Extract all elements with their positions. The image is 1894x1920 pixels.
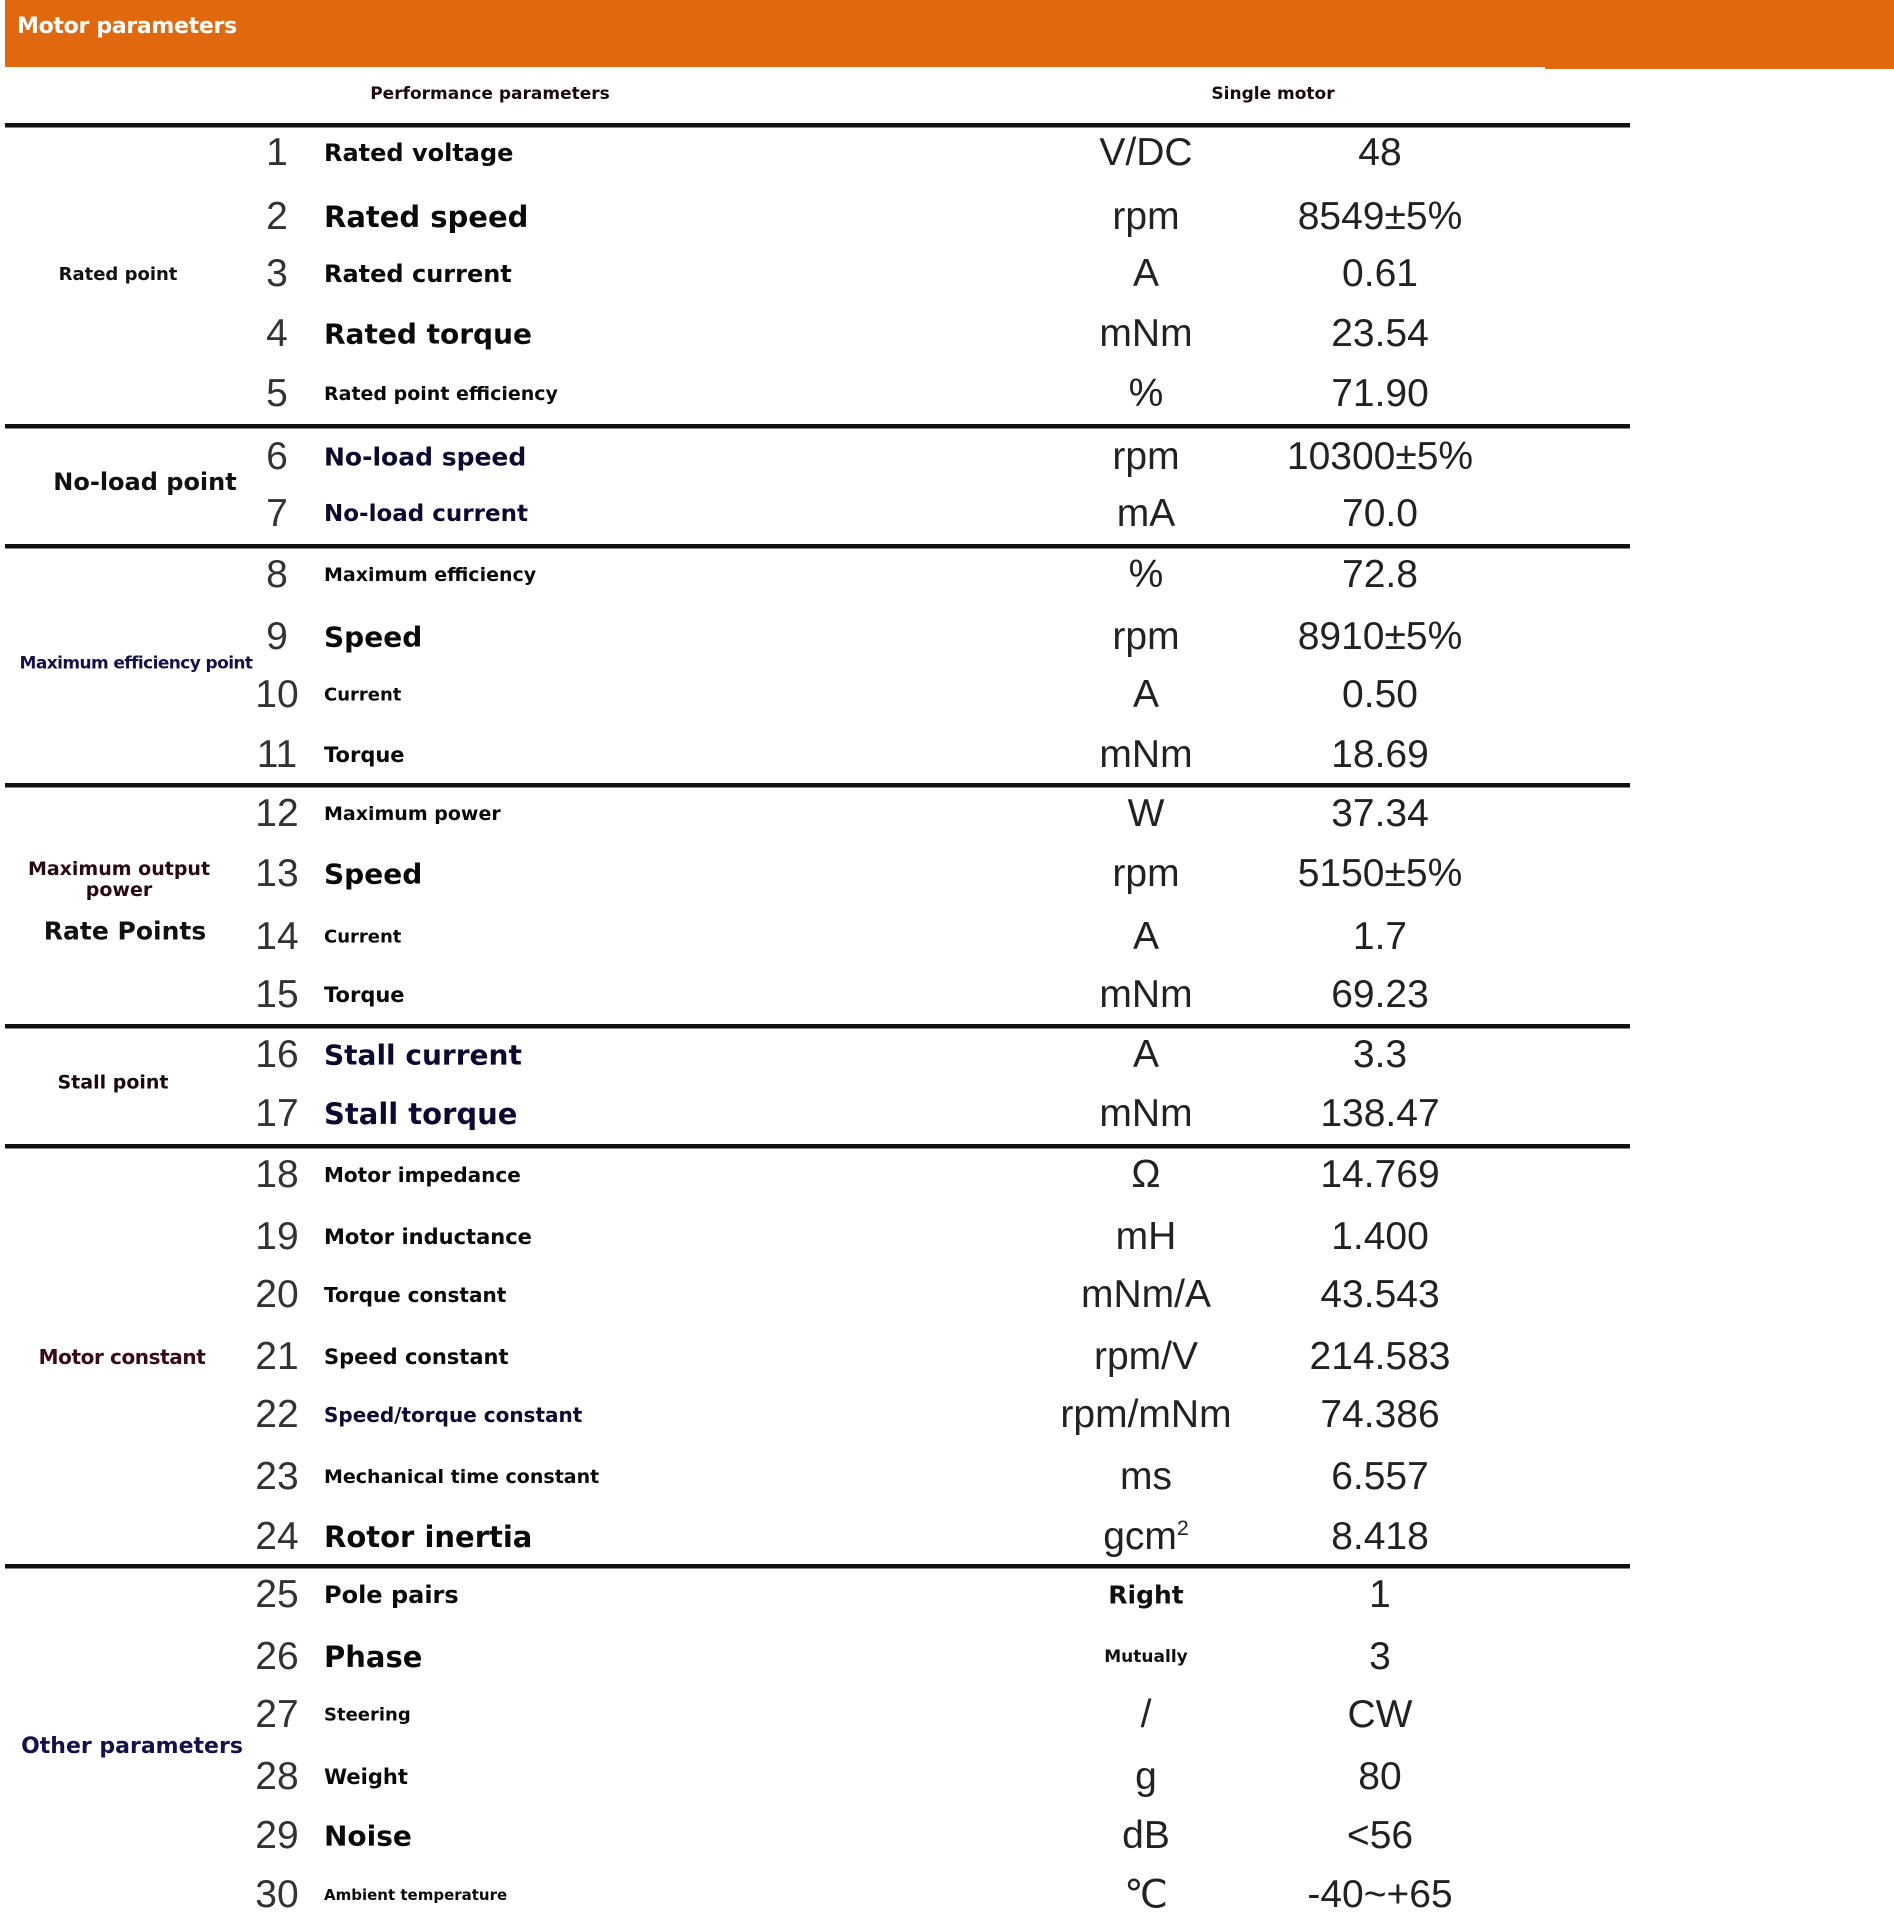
row-number: 14 [255, 915, 299, 958]
parameter-value: 0.50 [1342, 673, 1418, 716]
row-number: 18 [255, 1153, 299, 1196]
parameter-value: 8549±5% [1297, 195, 1463, 238]
parameter-value: 18.69 [1331, 733, 1429, 776]
row-number: 3 [266, 252, 288, 295]
row-number: 28 [255, 1755, 299, 1798]
table-rule [5, 424, 1630, 428]
group-label-no-load-point: No-load point [53, 467, 237, 496]
parameter-name: Noise [324, 1819, 412, 1853]
parameter-value: 48 [1358, 131, 1402, 174]
parameter-name: Speed [324, 857, 423, 891]
parameter-name: Speed constant [324, 1345, 509, 1369]
parameter-name: Mechanical time constant [324, 1466, 600, 1488]
parameter-unit: V/DC [1099, 131, 1193, 174]
row-number: 15 [255, 973, 299, 1016]
parameter-unit: mNm [1099, 1092, 1193, 1135]
parameter-value: 74.386 [1320, 1393, 1440, 1436]
parameter-value: 70.0 [1342, 492, 1418, 535]
parameter-unit: A [1132, 673, 1160, 716]
table-rule [5, 783, 1630, 787]
parameter-value: 1.7 [1352, 915, 1408, 958]
parameter-value: 14.769 [1320, 1153, 1440, 1196]
parameter-value: CW [1347, 1693, 1413, 1736]
row-number: 7 [266, 492, 288, 535]
parameter-unit: A [1132, 1033, 1160, 1076]
parameter-unit: A [1132, 915, 1160, 958]
parameter-value: -40~+65 [1307, 1873, 1453, 1916]
row-number: 20 [255, 1273, 299, 1316]
row-number: 12 [255, 792, 299, 835]
row-number: 13 [255, 852, 299, 895]
row-number: 5 [266, 372, 288, 415]
parameter-value: 10300±5% [1286, 435, 1474, 478]
parameter-name: Speed/torque constant [324, 1403, 583, 1427]
parameter-name: Torque constant [324, 1283, 507, 1307]
row-number: 8 [266, 553, 288, 596]
row-number: 2 [266, 195, 288, 238]
parameter-unit: rpm [1112, 852, 1180, 895]
parameter-name: Pole pairs [324, 1581, 459, 1609]
parameter-name: Stall torque [324, 1097, 518, 1131]
parameter-name: Rotor inertia [324, 1520, 533, 1554]
parameter-name: Rated voltage [324, 139, 514, 167]
group-label-motor-constant: Motor constant [38, 1345, 206, 1369]
row-number: 1 [266, 131, 288, 174]
row-number: 17 [255, 1092, 299, 1135]
parameter-name: Motor inductance [324, 1225, 532, 1249]
row-number: 21 [255, 1335, 299, 1378]
parameter-unit: Right [1108, 1580, 1184, 1610]
parameter-unit: mH [1115, 1215, 1177, 1258]
row-number: 30 [255, 1873, 299, 1916]
parameter-value: 5150±5% [1297, 852, 1463, 895]
parameter-name: Rated speed [324, 200, 529, 234]
header-bar-extension [1545, 0, 1894, 69]
table-rule [5, 1564, 1630, 1568]
group-label-rate-points: Rate Points [43, 916, 207, 946]
unit-base: gcm [1103, 1515, 1177, 1558]
table-rule [5, 1024, 1630, 1028]
parameter-name: Maximum efficiency [324, 564, 537, 586]
group-label-stall-point: Stall point [57, 1071, 169, 1094]
row-number: 27 [255, 1693, 299, 1736]
parameter-unit [1103, 1515, 1189, 1559]
parameter-name: Rated torque [324, 317, 533, 351]
page-title: Motor parameters [17, 14, 237, 39]
parameter-value: 1.400 [1331, 1215, 1429, 1258]
row-number: 29 [255, 1814, 299, 1857]
row-number: 22 [255, 1393, 299, 1436]
row-number: 26 [255, 1635, 299, 1678]
parameter-unit: mNm [1099, 733, 1193, 776]
group-label-max-efficiency-point: Maximum efficiency point [19, 653, 253, 674]
parameter-name: Weight [324, 1765, 408, 1789]
row-number: 10 [255, 673, 299, 716]
row-number: 6 [266, 435, 288, 478]
parameter-unit: % [1128, 372, 1164, 415]
parameter-name: Current [324, 684, 402, 706]
parameter-value: 3 [1369, 1635, 1391, 1678]
group-label-rated-point: Rated point [58, 264, 178, 286]
parameter-name: Stall current [324, 1038, 522, 1072]
row-number: 11 [256, 733, 298, 776]
parameter-name: Rated current [324, 260, 512, 288]
parameter-value: 43.543 [1320, 1273, 1440, 1316]
parameter-value: 80 [1358, 1755, 1402, 1798]
parameter-unit: mNm [1099, 973, 1193, 1016]
parameter-name: Speed [324, 620, 423, 654]
table-rule [5, 1144, 1630, 1148]
parameter-name: Ambient temperature [324, 1886, 508, 1904]
parameter-value: 69.23 [1331, 973, 1429, 1016]
row-number: 25 [255, 1573, 299, 1616]
row-number: 19 [255, 1215, 299, 1258]
parameter-value: 138.47 [1320, 1092, 1440, 1135]
parameter-value: 3.3 [1352, 1033, 1408, 1076]
parameter-name: Maximum power [324, 803, 501, 825]
column-header-single-motor: Single motor [1211, 84, 1335, 104]
parameter-unit: W [1127, 792, 1165, 835]
parameter-unit: % [1128, 553, 1164, 596]
parameter-name: Rated point efficiency [324, 383, 558, 405]
row-number: 24 [255, 1515, 299, 1558]
parameter-unit: Ω [1131, 1153, 1161, 1196]
parameter-value: 8.418 [1331, 1515, 1429, 1558]
parameter-value: 37.34 [1331, 792, 1429, 835]
parameter-unit: ms [1120, 1455, 1172, 1498]
parameter-value: 72.8 [1342, 553, 1418, 596]
parameter-name: No-load speed [324, 442, 527, 472]
parameter-unit: rpm/mNm [1060, 1393, 1232, 1436]
parameter-unit: Mutually [1104, 1647, 1188, 1667]
parameter-unit: rpm/V [1093, 1335, 1199, 1378]
parameter-name: Current [324, 926, 402, 948]
parameter-value: <56 [1346, 1814, 1414, 1857]
group-label-max-output-power: Maximum output power [27, 858, 211, 901]
parameter-unit: g [1135, 1755, 1157, 1798]
parameter-unit: mA [1116, 492, 1176, 535]
parameter-unit: / [1140, 1693, 1152, 1736]
parameter-unit: rpm [1112, 615, 1180, 658]
parameter-unit: dB [1122, 1814, 1170, 1857]
parameter-value: 23.54 [1331, 312, 1429, 355]
table-rule [5, 123, 1630, 127]
parameter-name: Steering [324, 1704, 411, 1726]
row-number: 16 [255, 1033, 299, 1076]
parameter-value: 214.583 [1309, 1335, 1451, 1378]
parameter-name: Phase [324, 1640, 423, 1674]
parameter-unit: rpm [1112, 435, 1180, 478]
parameter-value: 8910±5% [1297, 615, 1463, 658]
parameter-unit: mNm [1099, 312, 1193, 355]
unit-superscript: 2 [1176, 1516, 1189, 1540]
row-number: 23 [255, 1455, 299, 1498]
parameter-unit: mNm/A [1081, 1273, 1211, 1316]
parameter-name: No-load current [324, 501, 528, 527]
group-label-other-parameters: Other parameters [21, 1733, 243, 1759]
parameter-value: 71.90 [1331, 372, 1429, 415]
row-number: 4 [266, 312, 288, 355]
parameter-unit: ℃ [1124, 1873, 1168, 1917]
parameter-name: Torque [324, 983, 405, 1007]
row-number: 9 [266, 615, 288, 658]
parameter-unit: rpm [1112, 195, 1180, 238]
parameter-value: 0.61 [1342, 252, 1418, 295]
table-rule [5, 544, 1630, 548]
parameter-value: 6.557 [1331, 1455, 1429, 1498]
column-header-performance: Performance parameters [370, 84, 610, 104]
parameter-unit: A [1132, 252, 1160, 295]
parameter-value: 1 [1369, 1573, 1391, 1616]
parameter-name: Torque [324, 743, 405, 767]
parameter-name: Motor impedance [324, 1163, 521, 1187]
